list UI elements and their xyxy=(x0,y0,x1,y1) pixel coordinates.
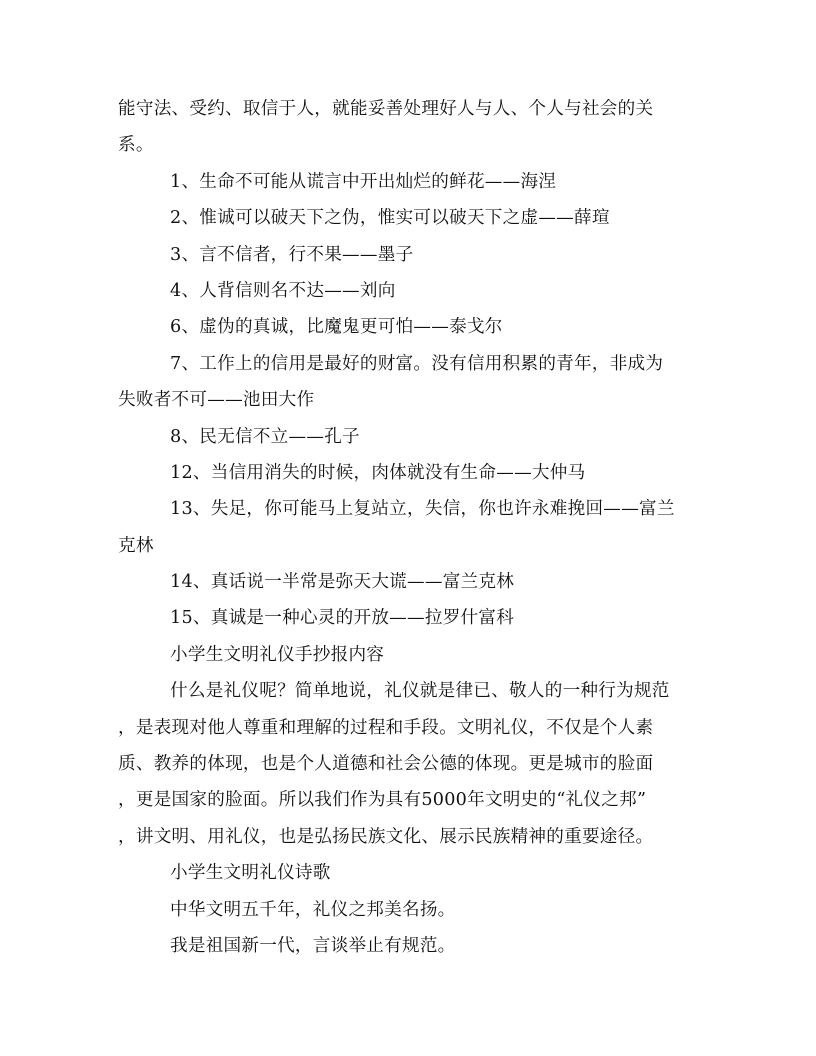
text-line: 小学生文明礼仪诗歌 xyxy=(170,863,331,884)
text-line: 中华文明五千年，礼仪之邦美名扬。 xyxy=(170,899,456,920)
text-line: 7、工作上的信用是最好的财富。没有信用积累的青年，非成为 xyxy=(170,353,664,374)
text-line: 13、失足，你可能马上复站立，失信，你也许永难挽回——富兰 xyxy=(170,499,675,520)
text-line: ，讲文明、用礼仪，也是弘扬民族文化、展示民族精神的重要途径。 xyxy=(118,826,654,847)
text-line: 什么是礼仪呢？简单地说，礼仪就是律已、敬人的一种行为规范 xyxy=(170,681,670,702)
text-line: 质、教养的体现，也是个人道德和社会公德的体现。更是城市的脸面 xyxy=(118,754,654,775)
text-line: ，是表现对他人尊重和理解的过程和手段。文明礼仪，不仅是个人素 xyxy=(118,717,654,738)
text-line: 我是祖国新一代，言谈举止有规范。 xyxy=(170,935,456,956)
text-line: 15、真诚是一种心灵的开放——拉罗什富科 xyxy=(170,608,515,629)
text-line: 3、言不信者，行不果——墨子 xyxy=(170,244,414,265)
text-line: 能守法、受约、取信于人，就能妥善处理好人与人、个人与社会的关 xyxy=(118,99,654,119)
text-line: 1、生命不可能从谎言中开出灿烂的鲜花——海涅 xyxy=(170,171,557,192)
text-line: 8、民无信不立——孔子 xyxy=(170,426,360,447)
document-page xyxy=(118,91,698,964)
text-line: 2、惟诚可以破天下之伪，惟实可以破天下之虚——薛瑄 xyxy=(170,208,610,229)
text-line: 小学生文明礼仪手抄报内容 xyxy=(170,644,385,665)
text-line: 系。 xyxy=(118,135,154,156)
text-line: 14、真话说一半常是弥天大谎——富兰克林 xyxy=(170,572,515,593)
text-line: 4、人背信则名不达——刘向 xyxy=(170,280,396,301)
text-line: 6、虚伪的真诚，比魔鬼更可怕——泰戈尔 xyxy=(170,317,503,338)
text-line: 克林 xyxy=(118,535,154,556)
text-line: 失败者不可——池田大作 xyxy=(118,390,315,411)
text-line: ，更是国家的脸面。所以我们作为具有5000年文明史的“礼仪之邦” xyxy=(118,790,647,811)
text-line: 12、当信用消失的时候，肉体就没有生命——大仲马 xyxy=(170,462,586,483)
